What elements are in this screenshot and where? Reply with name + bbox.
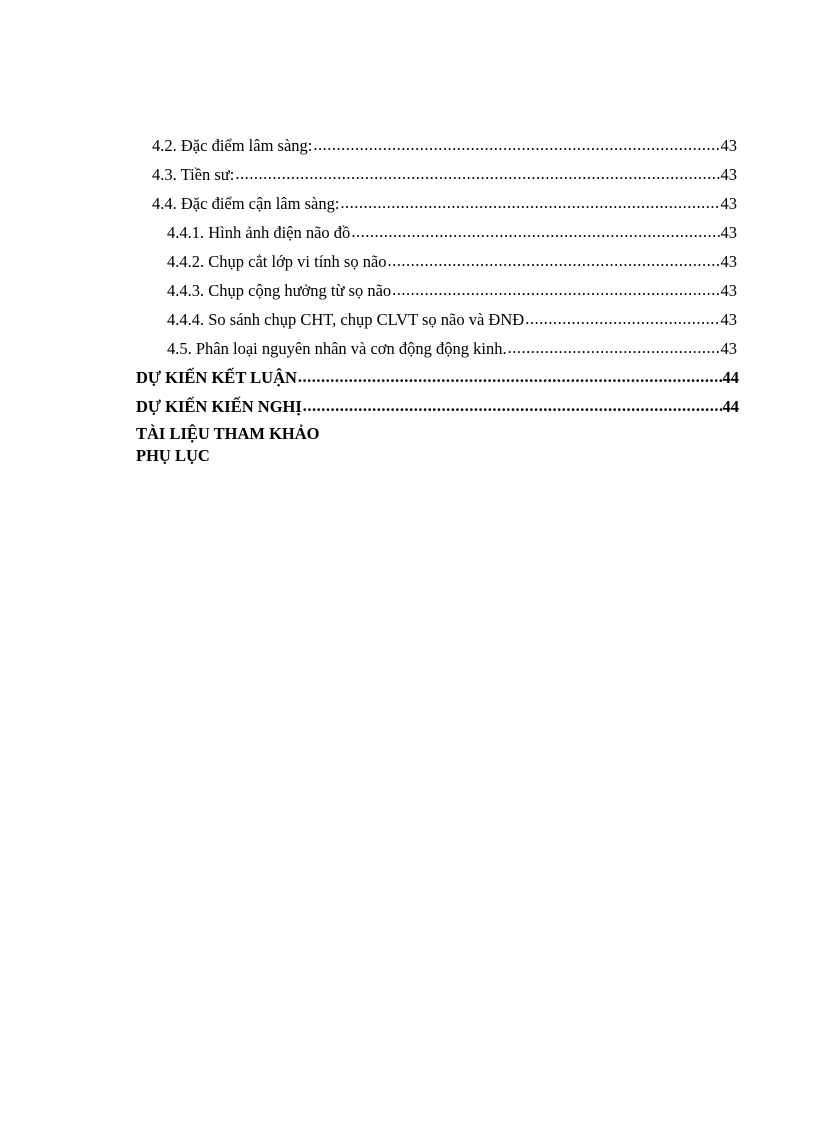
toc-entry-page: 43: [720, 310, 737, 329]
dot-leader: [313, 135, 719, 155]
dot-leader: [340, 193, 719, 213]
dot-leader: [525, 309, 719, 329]
toc-entry-label: 4.4.3. Chụp cộng hưởng từ sọ não: [167, 281, 392, 300]
toc-entry-4-4-1[interactable]: [167, 221, 737, 243]
dot-leader: [351, 222, 719, 242]
appendix-heading: PHỤ LỤC: [136, 446, 210, 465]
toc-entry-page: 43: [720, 252, 737, 271]
toc-entry-4-4-3[interactable]: [167, 279, 737, 301]
references-heading: TÀI LIỆU THAM KHẢO: [136, 424, 320, 443]
toc-entry-page: 43: [720, 136, 737, 155]
toc-entry-4-4-4[interactable]: [167, 308, 737, 330]
toc-entry-recommendation[interactable]: [136, 395, 739, 417]
toc-entry-4-4-2[interactable]: [167, 250, 737, 272]
toc-entry-label: 4.4.4. So sánh chụp CHT, chụp CLVT sọ não và ĐNĐ: [167, 310, 525, 329]
dot-leader: [303, 396, 722, 416]
toc-entry-page: 43: [720, 339, 737, 358]
toc-entry-conclusion[interactable]: [136, 366, 739, 388]
dot-leader: [388, 251, 720, 271]
dot-leader: [392, 280, 719, 300]
toc-entry-page: 43: [720, 194, 737, 213]
toc-entry-page: 44: [722, 397, 739, 416]
toc-entry-label: 4.4.2. Chụp cắt lớp vi tính sọ não: [167, 252, 387, 271]
dot-leader: [235, 164, 719, 184]
toc-entry-label: 4.4.1. Hình ảnh điện não đồ: [167, 223, 351, 242]
toc-entry-label: 4.5. Phân loại nguyên nhân và cơn động động kinh.: [167, 339, 507, 358]
toc-entry-4-4[interactable]: [152, 192, 737, 214]
dot-leader: [298, 367, 722, 387]
toc-entry-label: 4.2. Đặc điểm lâm sàng:: [152, 136, 313, 155]
toc-entry-label: DỰ KIẾN KẾT LUẬN: [136, 368, 297, 387]
toc-entry-page: 43: [720, 281, 737, 300]
toc-entry-4-2[interactable]: [152, 134, 737, 156]
toc-entry-label: DỰ KIẾN KIẾN NGHỊ: [136, 397, 302, 416]
toc-entry-label: 4.3. Tiền sư:: [152, 165, 235, 184]
toc-entry-page: 43: [720, 165, 737, 184]
dot-leader: [508, 338, 720, 358]
toc-entry-4-5[interactable]: [167, 337, 737, 359]
toc-entry-page: 43: [720, 223, 737, 242]
toc-entry-page: 44: [722, 368, 739, 387]
toc-entry-label: 4.4. Đặc điểm cận lâm sàng:: [152, 194, 340, 213]
toc-entry-4-3[interactable]: [152, 163, 737, 185]
